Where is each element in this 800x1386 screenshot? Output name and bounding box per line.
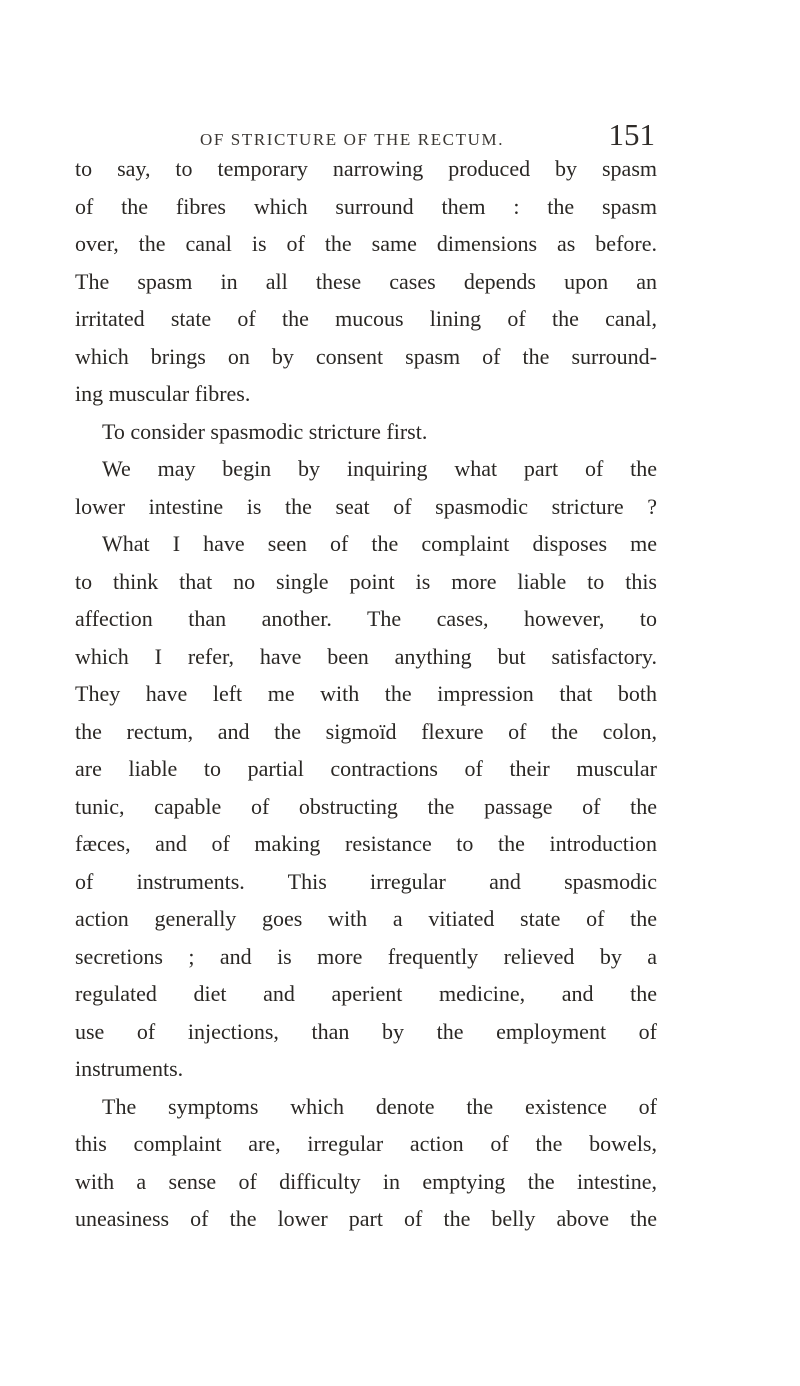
text-line: They have left me with the impression that both [75,681,657,706]
text-line: fæces, and of making resistance to the introduction [75,831,657,856]
text-line: affection than another. The cases, however, to [75,606,657,631]
text-line: lower intestine is the seat of spasmodic stricture ? [75,493,657,519]
text-line: of instruments. This irregular and spasmodic [75,868,657,894]
text-line: irritated state of the mucous lining of the canal, [75,306,657,331]
text-line: which brings on by consent spasm of the surround- [75,343,657,369]
text-line: this complaint are, irregular action of the bowels, [75,1131,657,1156]
text-line: secretions ; and is more frequently relieved by a [75,943,657,969]
text-line: instruments. [75,1056,184,1081]
page-number: 151 [608,117,655,152]
text-line: to think that no single point is more liable to this [75,568,657,594]
text-line: to say, to temporary narrowing produced by spasm [75,156,657,181]
text-line: with a sense of difficulty in emptying the intestine, [75,1168,657,1194]
text-line: We may begin by inquiring what part of the [102,456,657,481]
running-head [200,117,655,151]
text-line: What I have seen of the complaint disposes me [102,531,657,556]
text-line: over, the canal is of the same dimensions as before. [75,231,657,256]
text-line: uneasiness of the lower part of the belly above the [75,1206,657,1231]
text-line: regulated diet and aperient medicine, and the [75,981,657,1006]
text-line: the rectum, and the sigmoïd flexure of the colon, [75,718,657,744]
text-line: action generally goes with a vitiated state of the [75,906,657,931]
text-line: ing muscular fibres. [75,381,251,406]
body-text [75,150,657,1238]
text-line: The symptoms which denote the existence of [102,1093,657,1119]
running-title: OF STRICTURE OF THE RECTUM. [200,130,505,149]
text-line: use of injections, than by the employment of [75,1018,657,1044]
text-line: which I refer, have been anything but satisfactory. [75,643,657,669]
text-line: of the fibres which surround them : the spasm [75,193,657,219]
text-line: tunic, capable of obstructing the passage of the [75,793,657,819]
text-line: The spasm in all these cases depends upon an [75,268,657,294]
text-line: To consider spasmodic stricture first. [102,418,428,444]
text-line: are liable to partial contractions of their muscular [75,756,657,781]
